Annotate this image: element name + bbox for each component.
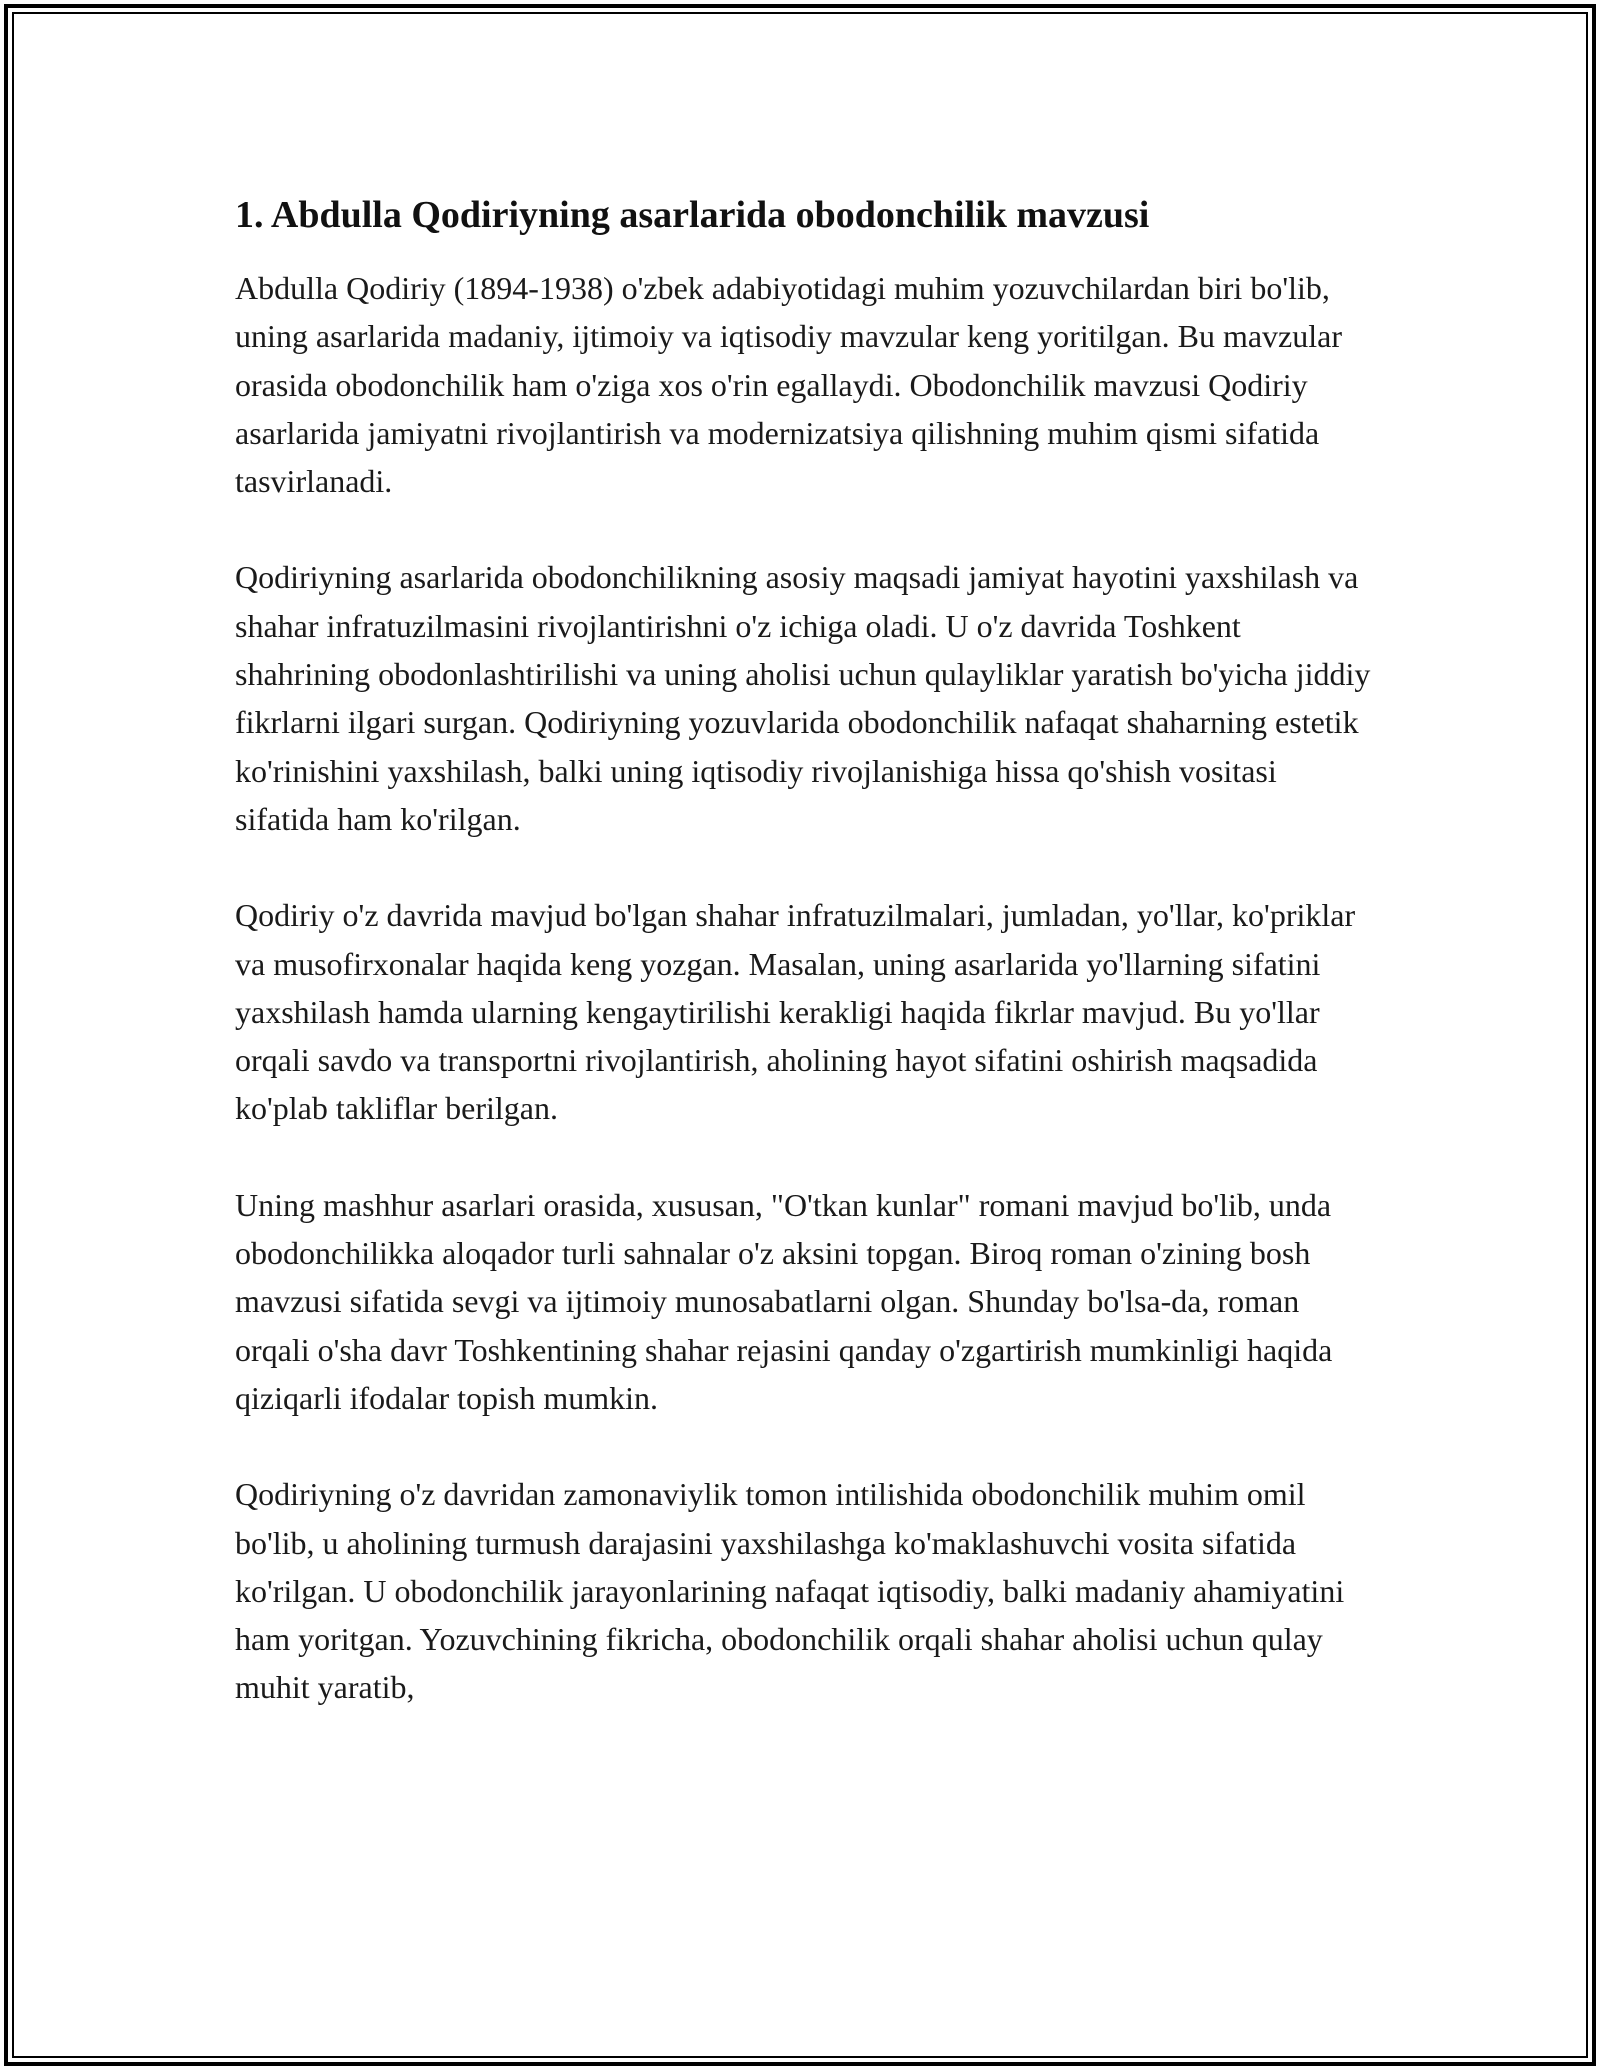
paragraph-4: Uning mashhur asarlari orasida, xususan, "O'tkan kunlar" romani mavjud bo'lib, unda obodonchilikka aloqador turli sahnalar o'z aksini topgan. Biroq roman o'zining bosh mavzusi sifatida sevgi va ijtimoiy munosabatlarni olgan. Shunday bo'lsa-da, roman orqali o'sha davr Toshkentining shahar rejasini qanday o'zgartirish mumkinligi haqida qiziqarli ifodalar topish mumkin. (235, 1186, 1333, 1416)
paragraph-5: Qodiriyning o'z davridan zamonaviylik tomon intilishida obodonchilik muhim omil bo'lib, u aholining turmush darajasini yaxshilashga ko'maklashuvchi vosita sifatida ko'rilgan. U obodonchilik jarayonlarining nafaqat iqtisodiy, balki madaniy ahamiyatini ham yoritgan. Yozuvchining fikricha, obodonchilik orqali shahar aholisi uchun qulay muhit yaratib, (235, 1476, 1345, 1706)
paragraph-1: Abdulla Qodiriy (1894-1938) o'zbek adabiyotidagi muhim yozuvchilardan biri bo'lib, uning asarlarida madaniy, ijtimoiy va iqtisodiy mavzular keng yoritilgan. Bu mavzular orasida obodonchilik ham o'ziga xos o'rin egallaydi. Obodonchilik mavzusi Qodiriy asarlarida jamiyatni rivojlantirish va modernizatsiya qilishning muhim qismi sifatida tasvirlanadi. (235, 270, 1342, 500)
paragraph-3: Qodiriy o'z davrida mavjud bo'lgan shahar infratuzilmalari, jumladan, yo'llar, ko'priklar va musofirxonalar haqida keng yozgan. Masalan, uning asarlarida yo'llarning sifatini yaxshilash hamda ularning kengaytirilishi kerakligi haqida fikrlar mavjud. Bu yo'llar orqali savdo va transportni rivojlantirish, aholining hayot sifatini oshirish maqsadida ko'plab takliflar berilgan. (235, 897, 1356, 1127)
section-heading: 1. Abdulla Qodiriyning asarlarida obodonchilik mavzusi (235, 194, 1150, 236)
document-page (235, 190, 1375, 1712)
paragraph-2: Qodiriyning asarlarida obodonchilikning asosiy maqsadi jamiyat hayotini yaxshilash va shahar infratuzilmasini rivojlantirishni o'z ichiga oladi. U o'z davrida Toshkent shahrining obodonlashtirilishi va uning aholisi uchun qulayliklar yaratish bo'yicha jiddiy fikrlarni ilgari surgan. Qodiriyning yozuvlarida obodonchilik nafaqat shaharning estetik ko'rinishini yaxshilash, balki uning iqtisodiy rivojlanishiga hissa qo'shish vositasi sifatida ham ko'rilgan. (235, 559, 1371, 837)
